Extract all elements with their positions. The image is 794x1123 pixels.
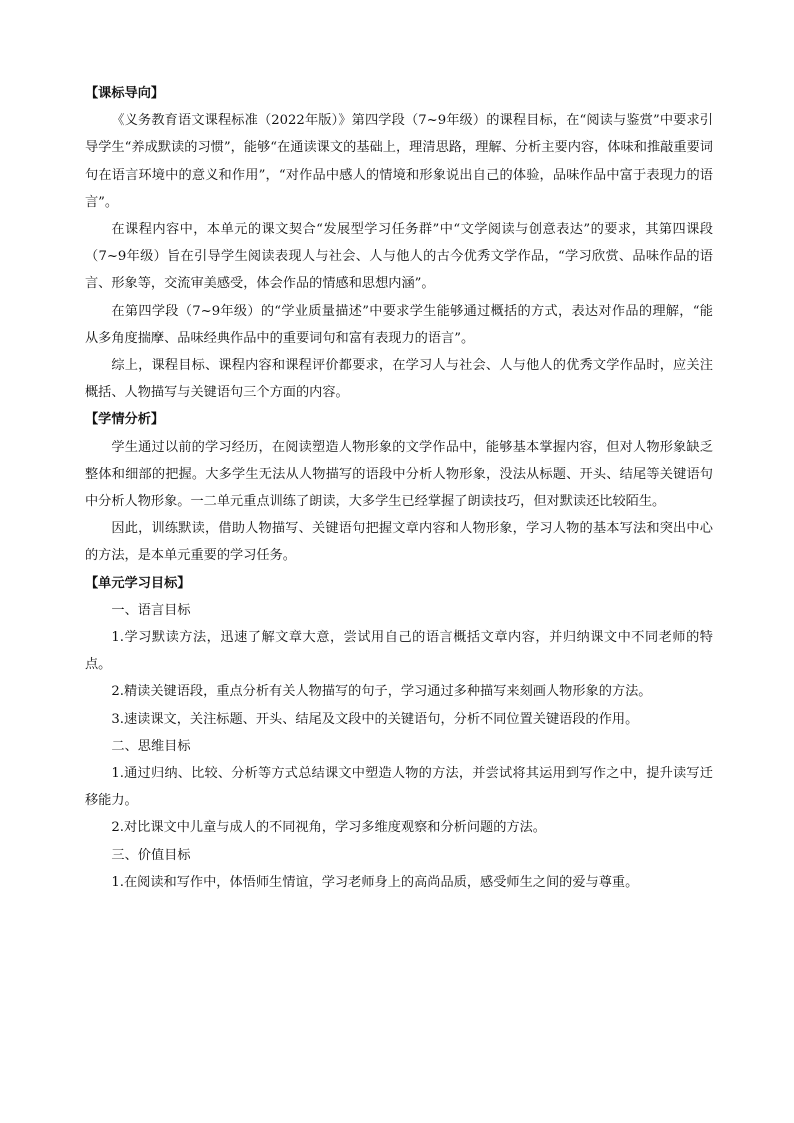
document-page	[85, 80, 713, 896]
list-item: 2.对比课文中儿童与成人的不同视角，学习多维度观察和分析问题的方法。	[111, 820, 546, 836]
subheading-thinking-goals: 二、思维目标	[111, 738, 191, 754]
section-heading-analysis: 【学情分析】	[85, 412, 165, 428]
list-item: 1.学习默读方法，迅速了解文章大意，尝试用自己的语言概括文章内容，并归纳课文中不同老师的特点。	[85, 630, 713, 673]
list-item: 3.速读课文，关注标题、开头、结尾及文段中的关键语句，分析不同位置关键语段的作用。	[111, 711, 639, 727]
section-heading-goals: 【单元学习目标】	[85, 575, 191, 591]
list-item: 2.精读关键语段，重点分析有关人物描写的句子，学习通过多种描写来刻画人物形象的方法。	[111, 684, 652, 700]
paragraph: 在课程内容中，本单元的课文契合“发展型学习任务群”中“文学阅读与创意表达”的要求，其第四课段（7~9年级）旨在引导学生阅读表现人与社会、人与他人的古今优秀文学作品，“学习欣赏、品味作品的语言、形象等，交流审美感受，体会作品的情感和思想内涵”。	[85, 222, 713, 292]
section-heading-guidance: 【课标导向】	[85, 86, 165, 101]
paragraph: 在第四学段（7~9年级）的“学业质量描述”中要求学生能够通过概括的方式，表达对作品的理解，“能从多角度揣摩、品味经典作品中的重要词句和富有表现力的语言”。	[85, 303, 713, 346]
paragraph: 学生通过以前的学习经历，在阅读塑造人物形象的文学作品中，能够基本掌握内容，但对人物形象缺乏整体和细部的把握。大多学生无法从人物描写的语段中分析人物形象，没法从标题、开头、结尾等关键语句中分析人物形象。一二单元重点训练了朗读，大多学生已经掌握了朗读技巧，但对默读还比较陌生。	[85, 439, 713, 510]
subheading-language-goals: 一、语言目标	[111, 602, 191, 618]
subheading-value-goals: 三、价值目标	[111, 847, 191, 863]
paragraph: 综上，课程目标、课程内容和课程评价都要求，在学习人与社会、人与他人的优秀文学作品时，应关注概括、人物描写与关键语句三个方面的内容。	[85, 358, 713, 401]
list-item: 1.通过归纳、比较、分析等方式总结课文中塑造人物的方法，并尝试将其运用到写作之中，提升读写迁移能力。	[85, 766, 713, 809]
list-item: 1.在阅读和写作中，体悟师生情谊，学习老师身上的高尚品质，感受师生之间的爱与尊重。	[111, 874, 639, 890]
paragraph: 因此，训练默读，借助人物描写、关键语句把握文章内容和人物形象，学习人物的基本写法和突出中心的方法，是本单元重要的学习任务。	[85, 521, 713, 564]
paragraph: 《义务教育语文课程标准（2022年版）》第四学段（7~9年级）的课程目标，在“阅读与鉴赏”中要求引导学生“养成默读的习惯”，能够“在通读课文的基础上，理清思路，理解、分析主要内容，体味和推敲重要词句在语言环境中的意义和作用”，“对作品中感人的情境和形象说出自己的体验，品味作品中富于表现力的语言”。	[85, 113, 713, 210]
